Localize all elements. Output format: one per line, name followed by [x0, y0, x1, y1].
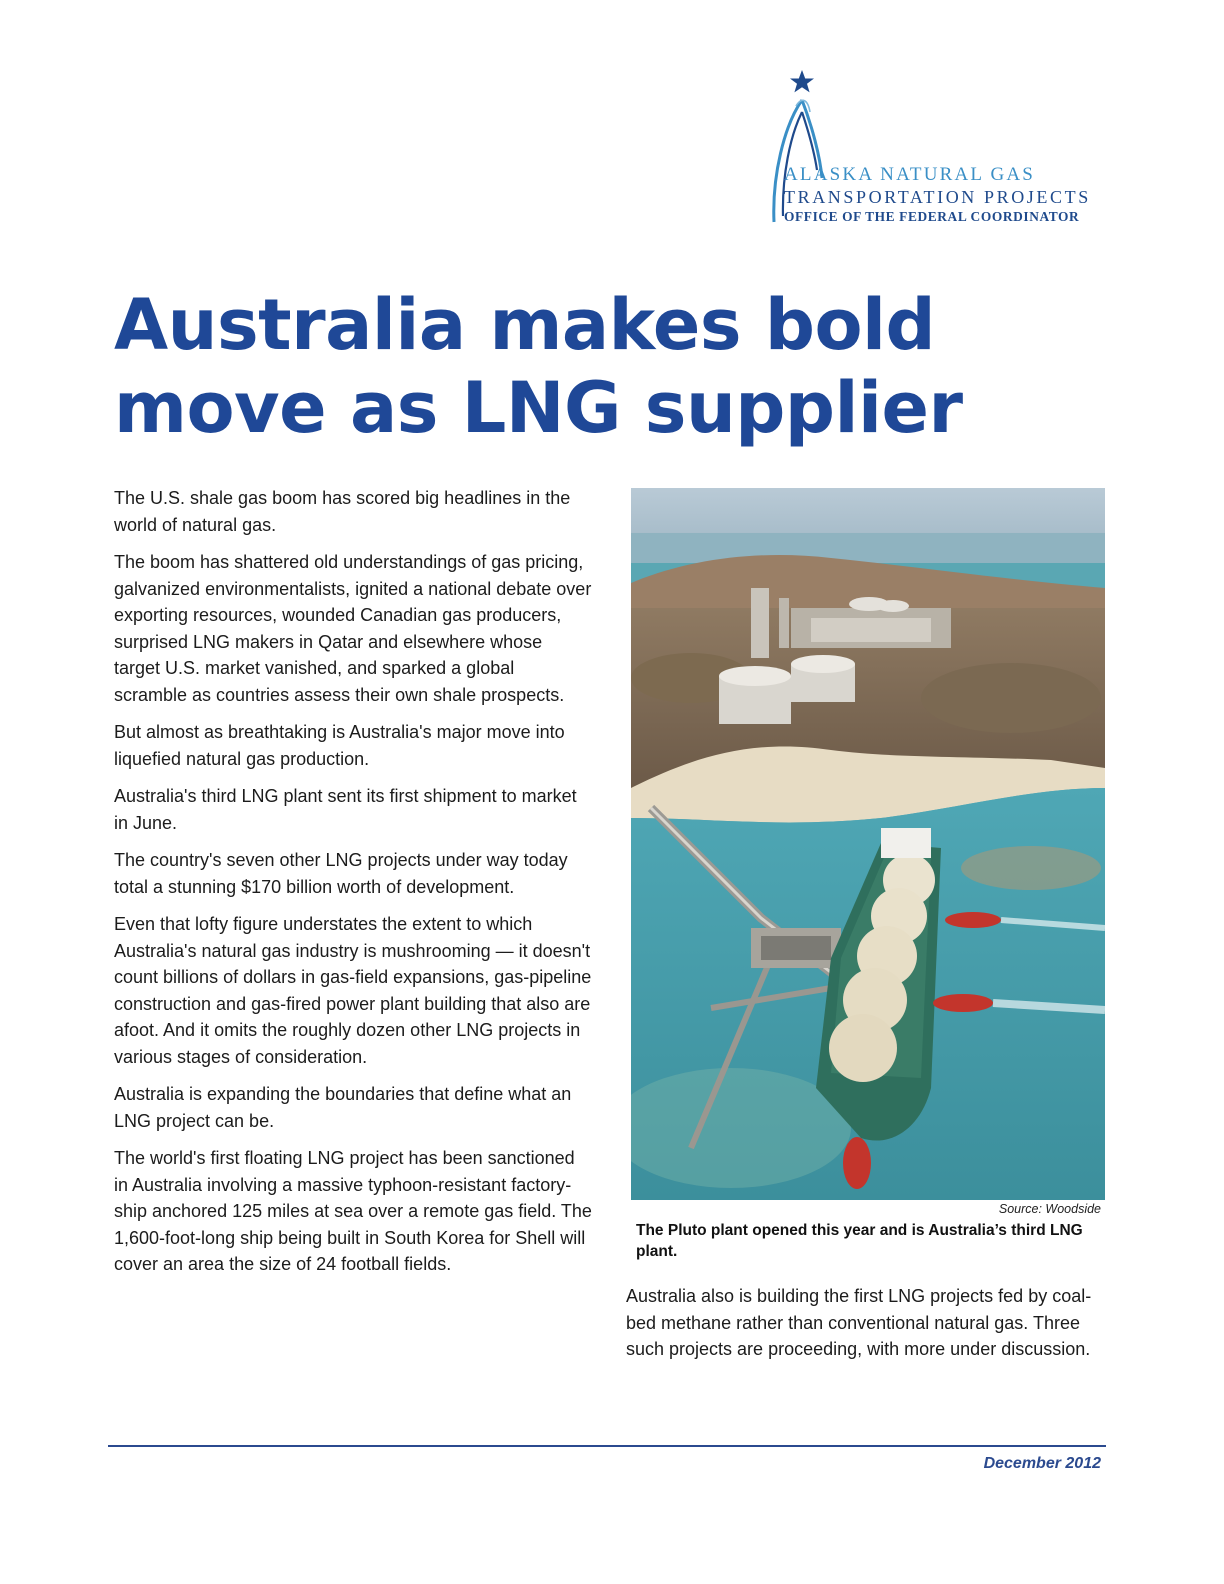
photo-caption: The Pluto plant opened this year and is Australia’s third LNG plant. — [636, 1222, 1083, 1260]
logo-text-line3: OFFICE OF THE FEDERAL COORDINATOR — [784, 209, 1080, 224]
footer-date: December 2012 — [983, 1455, 1101, 1472]
logo-text-line2: TRANSPORTATION PROJECTS — [784, 187, 1091, 207]
paragraph: Even that lofty figure understates the extent to which Australia's natural gas industry is mushrooming — it doesn't count billions of dollars in gas-field expansions, gas-pipeline construction and gas-fired power plant building that also are afoot. And it omits the roughly dozen other LNG projects in various stages of consideration. — [114, 914, 592, 1067]
paragraph: The boom has shattered old understandings of gas pricing, galvanized environmentalists, ignited a national debate over exporting resources, wounded Canadian gas producers, surprised LNG makers in Qatar and elsewhere whose target U.S. market vanished, and sparked a global scramble as countries assess their own shale prospects. — [114, 552, 592, 705]
photo-source-credit: Source: Woodside — [998, 1202, 1101, 1216]
left-column — [114, 485, 592, 1289]
paragraph: Australia also is building the first LNG projects fed by coal-bed methane rather than conventional natural gas. Three such projects are proceeding, with more under discussion. — [626, 1286, 1092, 1359]
lng-plant-photo — [631, 488, 1105, 1200]
paragraph: The U.S. shale gas boom has scored big headlines in the world of natural gas. — [114, 488, 571, 535]
paragraph: Australia's third LNG plant sent its first shipment to market in June. — [114, 786, 577, 833]
paragraph: The world's first floating LNG project has been sanctioned in Australia involving a massive typhoon-resistant factory-ship anchored 125 miles at sea over a remote gas field. The 1,600-foot-long ship being built in South Korea for Shell will cover an area the size of 24 football fields. — [114, 1148, 592, 1274]
logo-text-line1: ALASKA NATURAL GAS — [784, 164, 1036, 185]
footer-divider — [108, 1445, 1106, 1447]
paragraph: But almost as breathtaking is Australia's major move into liquefied natural gas production. — [114, 722, 565, 769]
paragraph: The country's seven other LNG projects under way today total a stunning $170 billion worth of development. — [114, 850, 568, 897]
page-title: Australia makes bold move as LNG supplier — [114, 284, 963, 449]
paragraph: Australia is expanding the boundaries that define what an LNG project can be. — [114, 1084, 572, 1131]
right-column — [626, 1283, 1104, 1374]
logo — [762, 66, 1112, 232]
